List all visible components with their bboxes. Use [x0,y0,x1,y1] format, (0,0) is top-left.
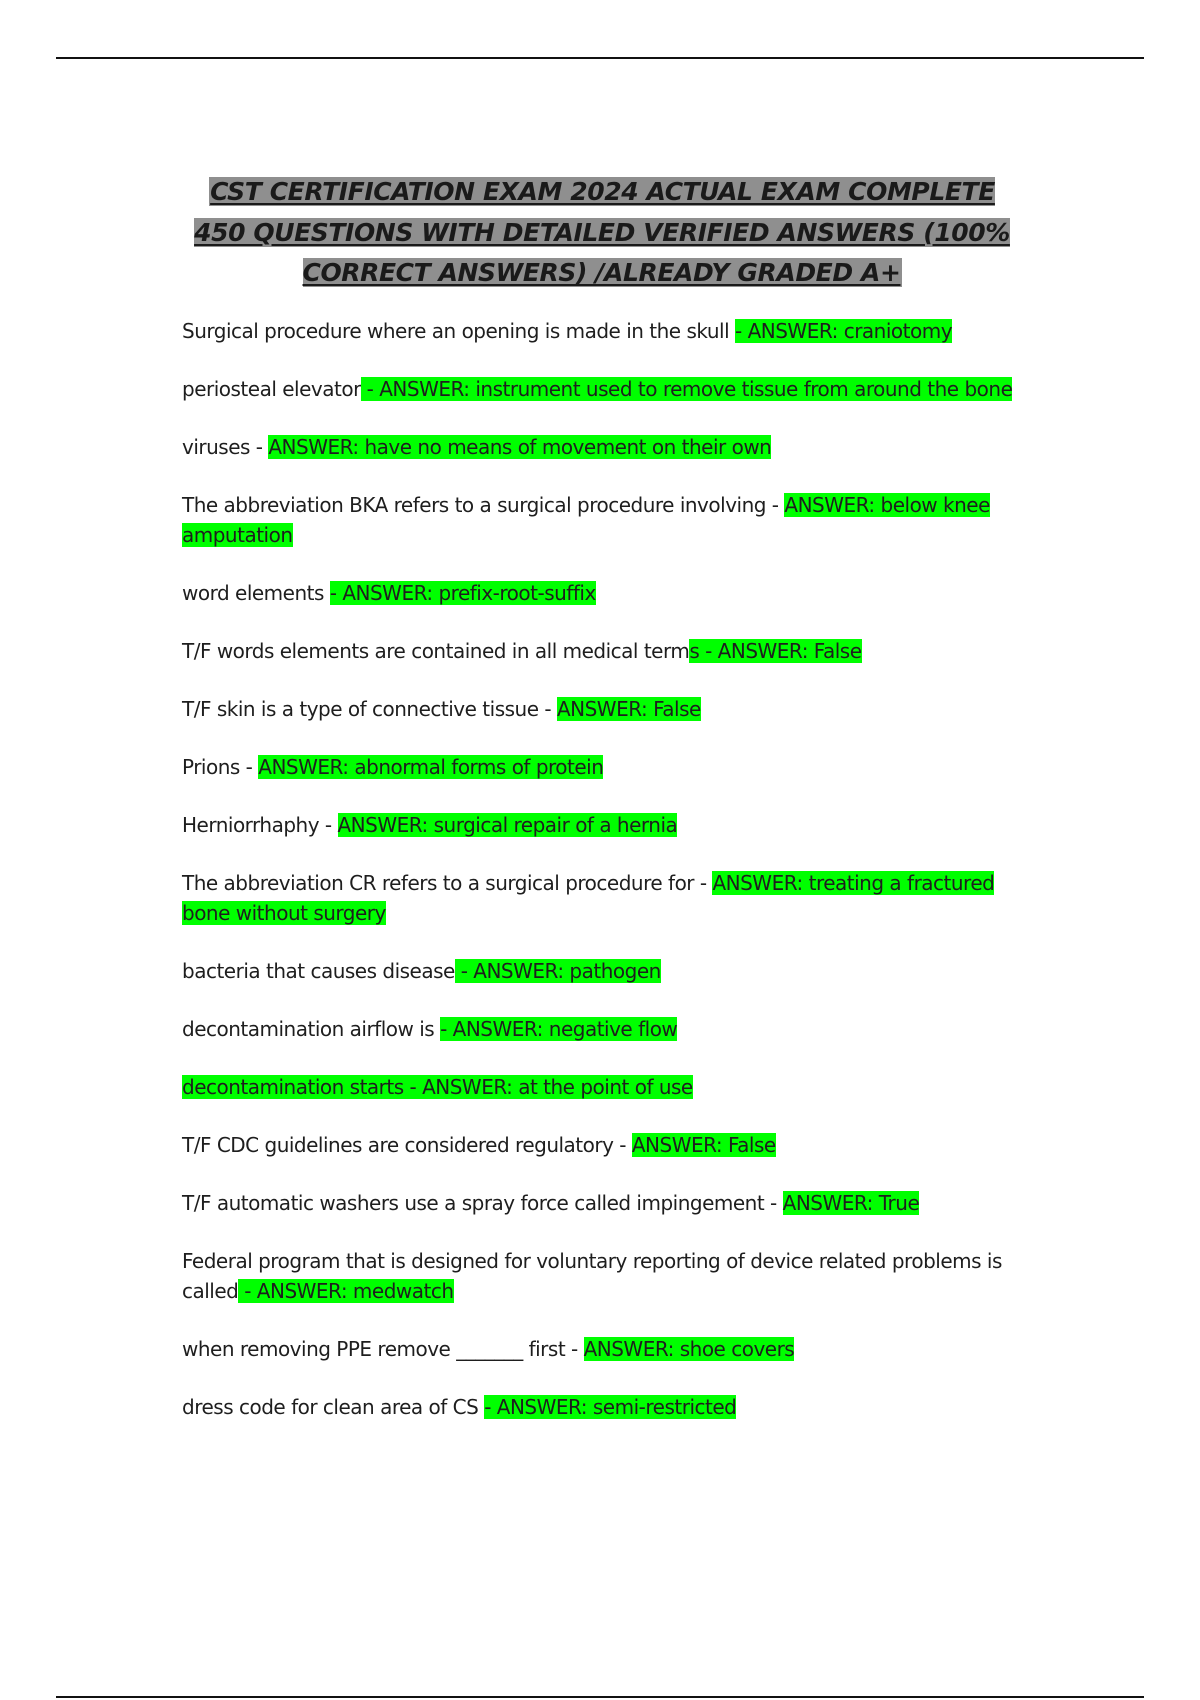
qa-item [182,1188,1022,1218]
answer-text: ANSWER: below knee amputation [182,492,990,547]
qa-item [182,490,1022,550]
question-text: T/F CDC guidelines are considered regulatory - [182,1132,632,1157]
qa-item [182,1072,1022,1102]
qa-item [182,956,1022,986]
answer-text: ANSWER: treating a fractured bone without surgery [182,870,995,925]
document-title [182,172,1022,294]
answer-text: - ANSWER: semi-restricted [484,1394,737,1419]
document-title-text: CST CERTIFICATION EXAM 2024 ACTUAL EXAM COMPLETE 450 QUESTIONS WITH DETAILED VERIFIED ANSWERS (100% CORRECT ANSWERS) /ALREADY GRADED A+ [194,177,1010,287]
answer-text: ANSWER: shoe covers [583,1336,795,1361]
qa-item [182,1014,1022,1044]
qa-item [182,578,1022,608]
answer-text: - ANSWER: pathogen [454,958,661,983]
footer-rule [56,1696,1144,1698]
question-text: The abbreviation BKA refers to a surgical procedure involving - [182,492,785,517]
answer-text: ANSWER: False [631,1132,776,1157]
qa-item [182,636,1022,666]
qa-item [182,1130,1022,1160]
qa-item [182,432,1022,462]
qa-item [182,868,1022,928]
question-text: Herniorrhaphy - [182,812,338,837]
question-text: bacteria that causes disease [182,958,455,983]
qa-item [182,752,1022,782]
question-text: decontamination airflow is [182,1016,441,1041]
question-text: Prions - [182,754,259,779]
qa-item [182,1334,1022,1364]
question-text: The abbreviation CR refers to a surgical procedure for - [182,870,713,895]
answer-text: - ANSWER: negative flow [440,1016,678,1041]
answer-text: ANSWER: have no means of movement on their own [268,434,772,459]
header-rule [56,57,1144,59]
qa-item [182,374,1022,404]
answer-text: - ANSWER: medwatch [238,1278,454,1303]
answer-text: - ANSWER: prefix-root-suffix [329,580,596,605]
answer-text: - ANSWER: craniotomy [735,318,953,343]
answer-text: - ANSWER: instrument used to remove tissue from around the bone [360,376,1013,401]
question-text: when removing PPE remove _______ first - [182,1336,584,1361]
answer-text: ANSWER: False [556,696,701,721]
answer-text: ANSWER: surgical repair of a hernia [337,812,678,837]
document-body [182,172,1022,1450]
question-text: viruses - [182,434,269,459]
answer-text: s - ANSWER: False [689,638,862,663]
answer-text: ANSWER: True [782,1190,920,1215]
question-text: dress code for clean area of CS [182,1394,485,1419]
answer-text: decontamination starts - ANSWER: at the point of use [182,1074,693,1099]
question-text: T/F words elements are contained in all medical term [182,638,690,663]
qa-item [182,1246,1022,1306]
question-text: T/F automatic washers use a spray force called impingement - [182,1190,783,1215]
question-text: T/F skin is a type of connective tissue - [182,696,557,721]
question-text: Surgical procedure where an opening is made in the skull [182,318,735,343]
qa-item [182,694,1022,724]
question-text: periosteal elevator [182,376,361,401]
qa-item [182,316,1022,346]
question-text: word elements [182,580,330,605]
answer-text: ANSWER: abnormal forms of protein [258,754,604,779]
qa-item [182,1392,1022,1422]
qa-item [182,810,1022,840]
question-text: Federal program that is designed for voluntary reporting of device related problems is called [182,1248,1002,1303]
